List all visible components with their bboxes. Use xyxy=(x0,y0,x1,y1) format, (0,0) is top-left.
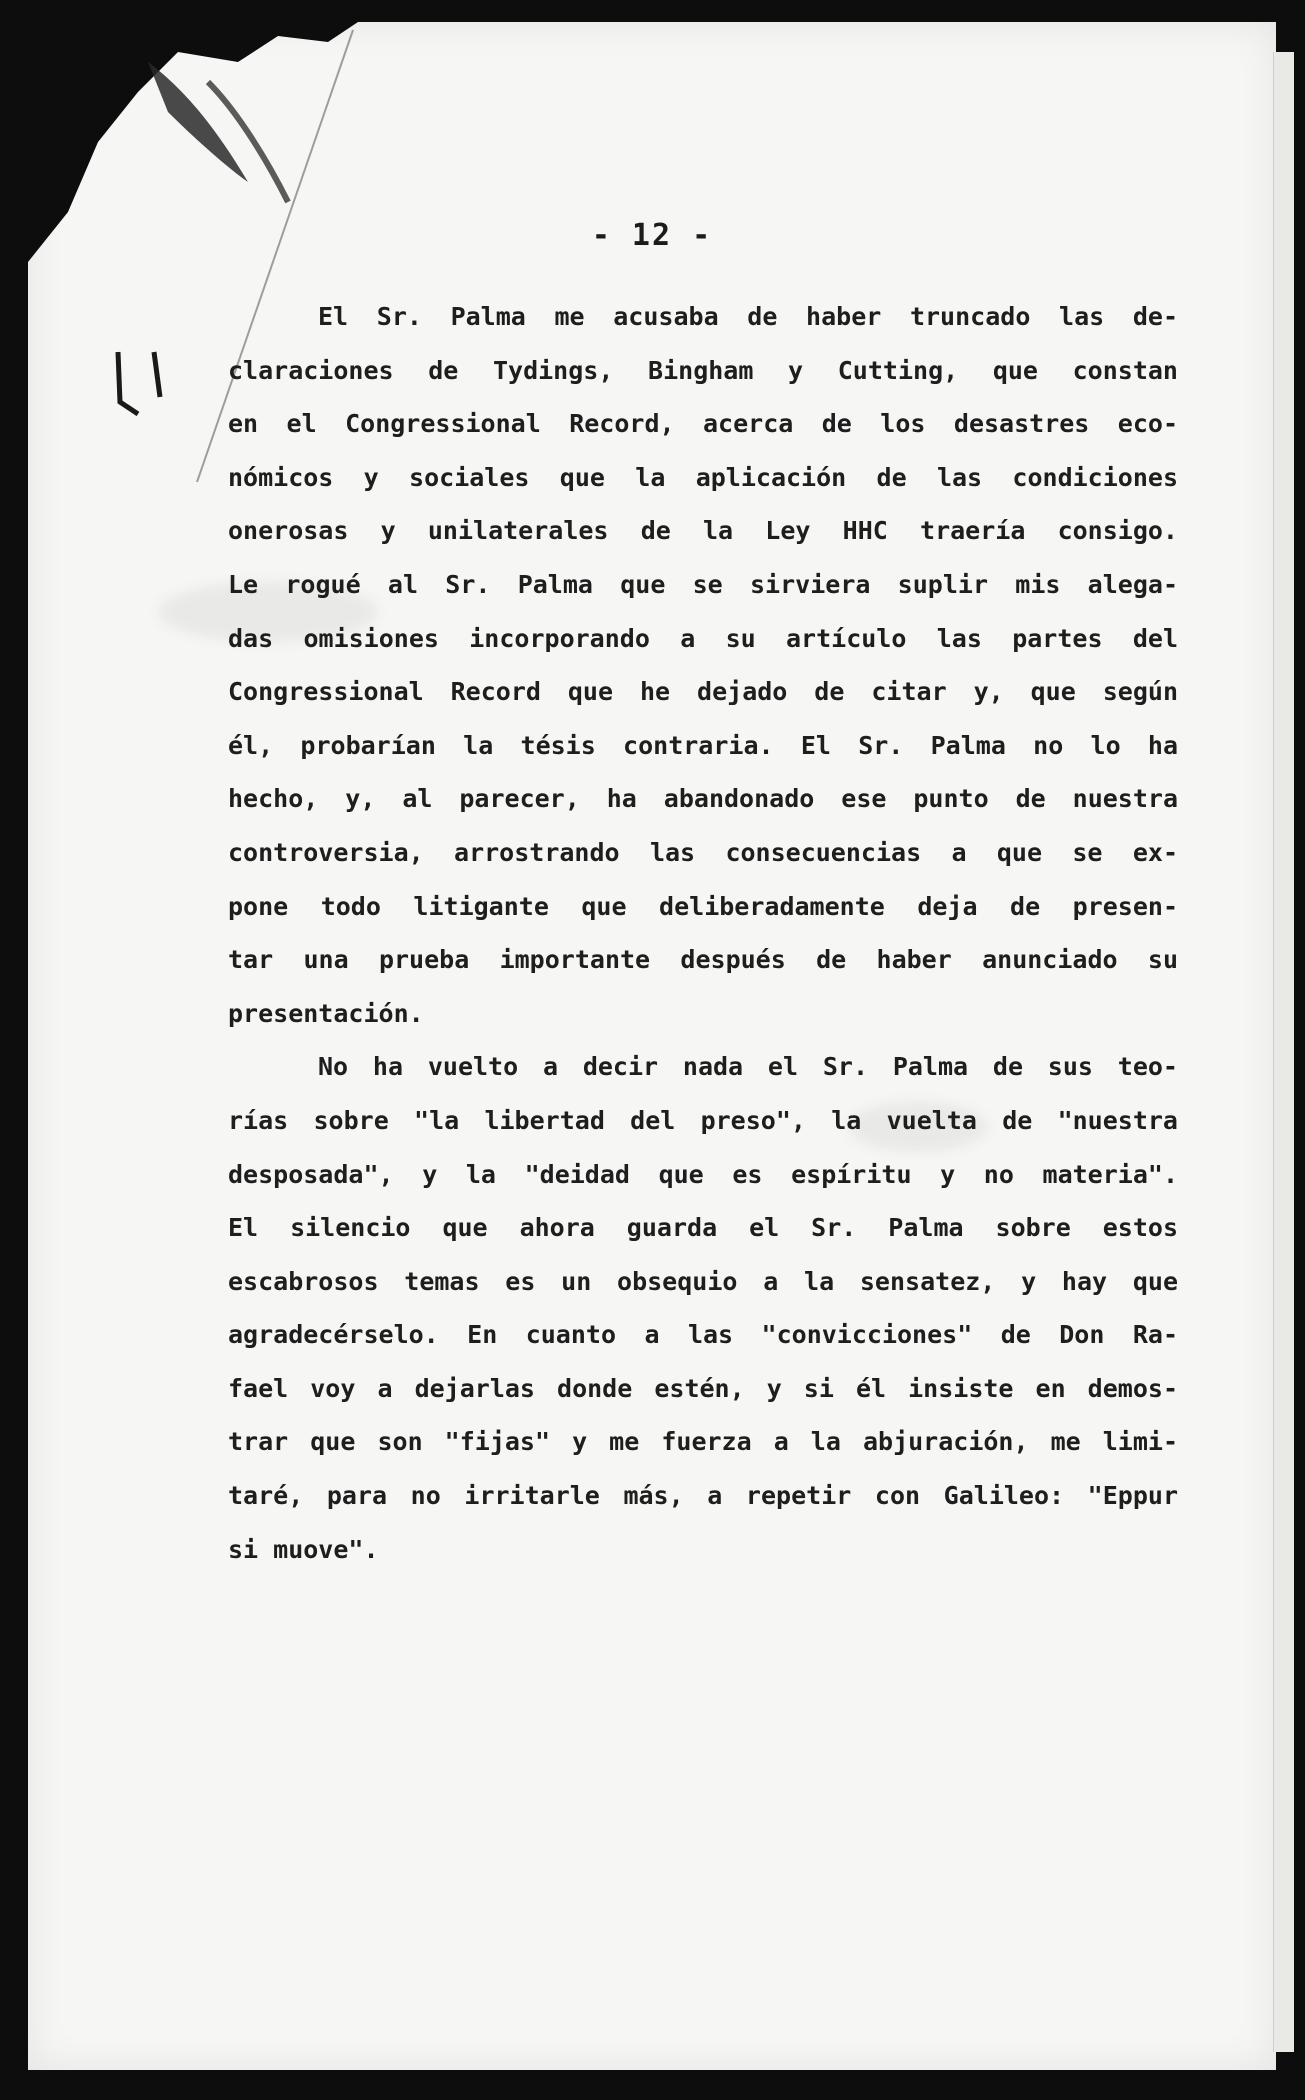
text-line: trar que son "fijas" y me fuerza a la abjuración, me limi- xyxy=(228,1427,1178,1457)
text-line: El Sr. Palma me acusaba de haber truncado las de- xyxy=(318,302,1178,331)
text-line: das omisiones incorporando a su artículo las partes del xyxy=(228,623,1178,653)
text-line: rías sobre "la libertad del preso", la vuelta de "nuestra xyxy=(228,1105,1178,1135)
text-line: escabrosos temas es un obsequio a la sensatez, y hay que xyxy=(228,1266,1178,1296)
text-line: desposada", y la "deidad que es espíritu y no materia". xyxy=(228,1159,1178,1189)
text-line: nómicos y sociales que la aplicación de las condiciones xyxy=(228,462,1178,492)
text-line: en el Congressional Record, acerca de los desastres eco- xyxy=(228,409,1178,439)
text-line: fael voy a dejarlas donde estén, y si él insiste en demos- xyxy=(228,1373,1178,1403)
text-line: Le rogué al Sr. Palma que se sirviera suplir mis alega- xyxy=(228,569,1178,599)
text-line: pone todo litigante que deliberadamente deja de presen- xyxy=(228,891,1178,921)
text-line: El silencio que ahora guarda el Sr. Palma sobre estos xyxy=(228,1213,1178,1243)
text-line: Congressional Record que he dejado de citar y, que según xyxy=(228,677,1178,707)
page-edge xyxy=(1273,52,1294,2052)
text-line: No ha vuelto a decir nada el Sr. Palma de sus teo- xyxy=(318,1052,1178,1082)
text-line: claraciones de Tydings, Bingham y Cutting, que constan xyxy=(228,355,1178,385)
text-line: controversia, arrostrando las consecuencias a que se ex- xyxy=(228,837,1178,867)
paragraph-2 xyxy=(228,1040,1178,1576)
text-line: hecho, y, al parecer, ha abandonado ese punto de nuestra xyxy=(228,784,1178,814)
paragraph-1 xyxy=(228,290,1178,1040)
text-line: si muove". xyxy=(228,1534,379,1564)
text-line: taré, para no irritarle más, a repetir con Galileo: "Eppur xyxy=(228,1481,1178,1511)
text-line: agradecérselo. En cuanto a las "convicciones" de Don Ra- xyxy=(228,1320,1178,1350)
body-text xyxy=(228,290,1178,1576)
document-page xyxy=(28,22,1276,2070)
text-line: tar una prueba importante después de haber anunciado su xyxy=(228,945,1178,975)
text-line: onerosas y unilaterales de la Ley HHC traería consigo. xyxy=(228,516,1178,546)
page-number: - 12 - xyxy=(591,218,713,253)
text-line: presentación. xyxy=(228,998,424,1028)
text-line: él, probarían la tésis contraria. El Sr. Palma no lo ha xyxy=(228,730,1178,760)
